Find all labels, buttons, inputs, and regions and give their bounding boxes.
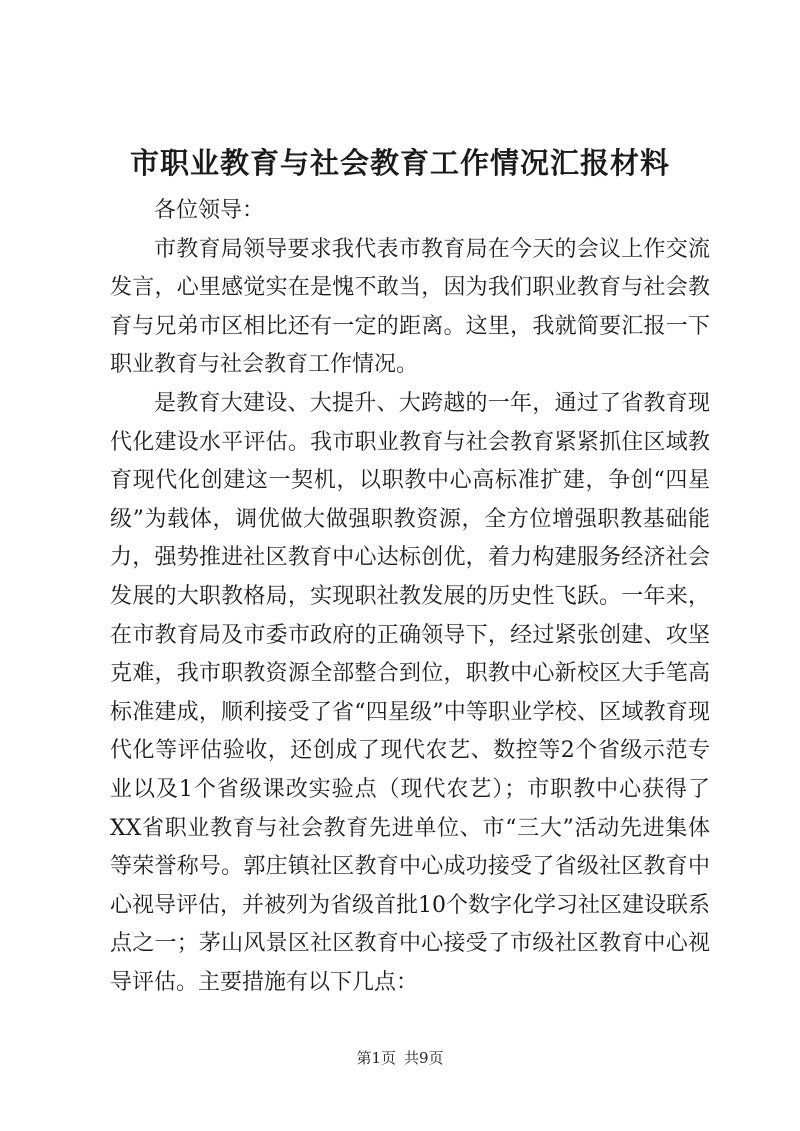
document-title: 市职业教育与社会教育工作情况汇报材料 [129,146,670,180]
paragraph-achievements: 是教育大建设、大提升、大跨越的一年，通过了省教育现代化建设水平评估。我市职业教育与社会教育紧紧抓住区域教育现代化创建这一契机，以职教中心高标准扩建，争创“四星级”为载体，调优做大做强职教资源，全方位增强职教基础能力，强势推进社区教育中心达标创优，着力构建服务经济社会发展的大职教格局，实现职社教发展的历史性飞跃。一年来，在市教育局及市委市政府的正确领导下，经过紧张创建、攻坚克难，我市职教资源全部整合到位，职教中心新校区大手笔高标准建成，顺利接受了省“四星级”中等职业学校、区域教育现代化等评估验收，还创成了现代农艺、数控等2个省级示范专业以及1个省级课改实验点（现代农艺）；市职教中心获得了XX省职业教育与社会教育先进单位、市“三大”活动先进集体等荣誉称号。郭庄镇社区教育中心成功接受了省级社区教育中心视导评估，并被列为省级首批10个数字化学习社区建设联系点之一；茅山风景区社区教育中心接受了市级社区教育中心视导评估。主要措施有以下几点： [110,390,710,995]
page-total: 共9页 [404,1049,444,1067]
page-footer [0,1048,800,1068]
document-body [110,192,710,1002]
salutation: 各位领导： [154,198,265,223]
page-number: 第1页 [356,1049,396,1067]
paragraph-intro: 市教育局领导要求我代表市教育局在今天的会议上作交流发言，心里感觉实在是愧不敢当，因为我们职业教育与社会教育与兄弟市区相比还有一定的距离。这里，我就简要汇报一下职业教育与社会教育工作情况。 [110,236,710,378]
